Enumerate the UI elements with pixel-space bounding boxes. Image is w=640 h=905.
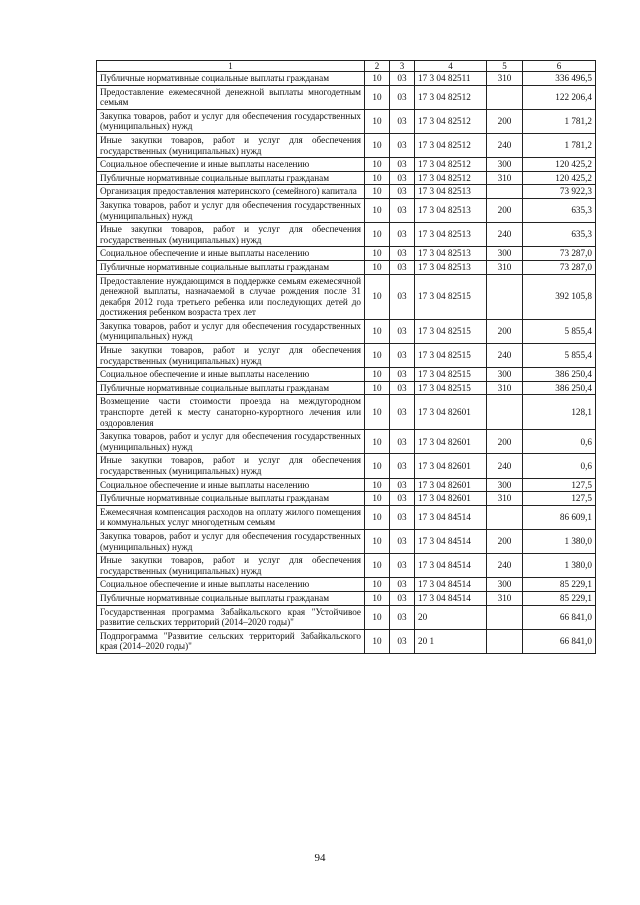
- row-subsection-cell: 03: [390, 478, 415, 492]
- row-target-code-cell: 17 3 04 82601: [415, 430, 487, 454]
- table-row: [97, 85, 596, 109]
- row-expense-type-cell: 200: [487, 430, 523, 454]
- table-body: [97, 72, 596, 654]
- row-name-cell: Публичные нормативные социальные выплаты гражданам: [97, 171, 365, 185]
- budget-table-container: [96, 60, 595, 654]
- table-row: [97, 247, 596, 261]
- row-amount-cell: 66 841,0: [523, 629, 596, 653]
- row-subsection-cell: 03: [390, 591, 415, 605]
- row-amount-cell: 1 380,0: [523, 529, 596, 553]
- row-subsection-cell: 03: [390, 85, 415, 109]
- header-col-2: 2: [365, 61, 390, 72]
- table-row: [97, 158, 596, 172]
- row-amount-cell: 127,5: [523, 492, 596, 506]
- row-name-cell: Подпрограмма "Развитие сельских территорий Забайкальского края (2014–2020 годы)": [97, 629, 365, 653]
- row-section-cell: 10: [365, 72, 390, 86]
- row-target-code-cell: 17 3 04 82513: [415, 185, 487, 199]
- row-section-cell: 10: [365, 529, 390, 553]
- table-row: [97, 492, 596, 506]
- row-expense-type-cell: [487, 629, 523, 653]
- table-header: [97, 61, 596, 72]
- table-row: [97, 109, 596, 133]
- table-row: [97, 260, 596, 274]
- row-section-cell: 10: [365, 247, 390, 261]
- row-subsection-cell: 03: [390, 368, 415, 382]
- row-expense-type-cell: 300: [487, 578, 523, 592]
- row-name-cell: Организация предоставления материнского (семейного) капитала: [97, 185, 365, 199]
- row-name-cell: Иные закупки товаров, работ и услуг для обеспечения государственных (муниципальных) нужд: [97, 223, 365, 247]
- row-amount-cell: 1 380,0: [523, 554, 596, 578]
- row-expense-type-cell: 310: [487, 591, 523, 605]
- row-target-code-cell: 17 3 04 84514: [415, 554, 487, 578]
- row-expense-type-cell: 300: [487, 247, 523, 261]
- row-amount-cell: 120 425,2: [523, 171, 596, 185]
- row-target-code-cell: 17 3 04 82601: [415, 492, 487, 506]
- row-target-code-cell: 20: [415, 605, 487, 629]
- row-target-code-cell: 17 3 04 82512: [415, 85, 487, 109]
- row-target-code-cell: 17 3 04 84514: [415, 529, 487, 553]
- row-amount-cell: 73 922,3: [523, 185, 596, 199]
- row-expense-type-cell: 240: [487, 554, 523, 578]
- row-name-cell: Закупка товаров, работ и услуг для обеспечения государственных (муниципальных) нужд: [97, 319, 365, 343]
- table-row: [97, 381, 596, 395]
- header-col-3: 3: [390, 61, 415, 72]
- header-col-6: 6: [523, 61, 596, 72]
- row-name-cell: Государственная программа Забайкальского края "Устойчивое развитие сельских территорий (2014–2020 годы)": [97, 605, 365, 629]
- row-amount-cell: 73 287,0: [523, 247, 596, 261]
- row-section-cell: 10: [365, 185, 390, 199]
- row-name-cell: Закупка товаров, работ и услуг для обеспечения государственных (муниципальных) нужд: [97, 529, 365, 553]
- row-name-cell: Социальное обеспечение и иные выплаты населению: [97, 368, 365, 382]
- table-row: [97, 344, 596, 368]
- row-target-code-cell: 17 3 04 84514: [415, 505, 487, 529]
- row-section-cell: 10: [365, 198, 390, 222]
- row-section-cell: 10: [365, 629, 390, 653]
- row-target-code-cell: 17 3 04 82601: [415, 454, 487, 478]
- row-section-cell: 10: [365, 605, 390, 629]
- budget-table: [96, 60, 596, 654]
- row-expense-type-cell: [487, 605, 523, 629]
- row-section-cell: 10: [365, 454, 390, 478]
- row-amount-cell: 86 609,1: [523, 505, 596, 529]
- row-name-cell: Социальное обеспечение и иные выплаты населению: [97, 247, 365, 261]
- row-section-cell: 10: [365, 578, 390, 592]
- table-row: [97, 605, 596, 629]
- row-name-cell: Возмещение части стоимости проезда на междугородном транспорте детей к месту санаторно-курортного лечения или оздоровления: [97, 395, 365, 430]
- row-amount-cell: 1 781,2: [523, 109, 596, 133]
- table-row: [97, 171, 596, 185]
- row-target-code-cell: 17 3 04 82515: [415, 344, 487, 368]
- header-col-1: 1: [97, 61, 365, 72]
- row-section-cell: 10: [365, 109, 390, 133]
- row-target-code-cell: 17 3 04 82512: [415, 158, 487, 172]
- row-amount-cell: 5 855,4: [523, 344, 596, 368]
- row-target-code-cell: 17 3 04 82512: [415, 171, 487, 185]
- row-subsection-cell: 03: [390, 72, 415, 86]
- row-amount-cell: 336 496,5: [523, 72, 596, 86]
- row-expense-type-cell: 240: [487, 344, 523, 368]
- row-section-cell: 10: [365, 381, 390, 395]
- row-name-cell: Социальное обеспечение и иные выплаты населению: [97, 158, 365, 172]
- row-section-cell: 10: [365, 430, 390, 454]
- row-name-cell: Закупка товаров, работ и услуг для обеспечения государственных (муниципальных) нужд: [97, 198, 365, 222]
- row-amount-cell: 386 250,4: [523, 368, 596, 382]
- row-amount-cell: 0,6: [523, 454, 596, 478]
- row-subsection-cell: 03: [390, 171, 415, 185]
- row-subsection-cell: 03: [390, 274, 415, 319]
- row-target-code-cell: 17 3 04 82515: [415, 368, 487, 382]
- table-row: [97, 454, 596, 478]
- row-name-cell: Публичные нормативные социальные выплаты гражданам: [97, 381, 365, 395]
- table-row: [97, 198, 596, 222]
- row-section-cell: 10: [365, 344, 390, 368]
- row-expense-type-cell: [487, 185, 523, 199]
- row-subsection-cell: 03: [390, 109, 415, 133]
- row-amount-cell: 1 781,2: [523, 133, 596, 157]
- row-subsection-cell: 03: [390, 319, 415, 343]
- row-expense-type-cell: 310: [487, 492, 523, 506]
- row-expense-type-cell: 310: [487, 381, 523, 395]
- row-subsection-cell: 03: [390, 185, 415, 199]
- row-subsection-cell: 03: [390, 158, 415, 172]
- row-subsection-cell: 03: [390, 381, 415, 395]
- row-section-cell: 10: [365, 223, 390, 247]
- row-section-cell: 10: [365, 133, 390, 157]
- row-target-code-cell: 17 3 04 82513: [415, 260, 487, 274]
- row-expense-type-cell: [487, 85, 523, 109]
- row-section-cell: 10: [365, 478, 390, 492]
- row-amount-cell: 5 855,4: [523, 319, 596, 343]
- row-subsection-cell: 03: [390, 454, 415, 478]
- row-expense-type-cell: [487, 505, 523, 529]
- row-subsection-cell: 03: [390, 505, 415, 529]
- row-section-cell: 10: [365, 319, 390, 343]
- row-amount-cell: 0,6: [523, 430, 596, 454]
- row-section-cell: 10: [365, 368, 390, 382]
- table-row: [97, 395, 596, 430]
- row-amount-cell: 127,5: [523, 478, 596, 492]
- row-amount-cell: 635,3: [523, 198, 596, 222]
- row-expense-type-cell: [487, 395, 523, 430]
- table-row: [97, 368, 596, 382]
- table-row: [97, 505, 596, 529]
- row-subsection-cell: 03: [390, 629, 415, 653]
- row-target-code-cell: 17 3 04 82515: [415, 319, 487, 343]
- row-subsection-cell: 03: [390, 223, 415, 247]
- row-expense-type-cell: 240: [487, 133, 523, 157]
- row-subsection-cell: 03: [390, 247, 415, 261]
- row-subsection-cell: 03: [390, 198, 415, 222]
- row-subsection-cell: 03: [390, 492, 415, 506]
- row-section-cell: 10: [365, 260, 390, 274]
- table-row: [97, 430, 596, 454]
- row-target-code-cell: 17 3 04 82512: [415, 133, 487, 157]
- row-subsection-cell: 03: [390, 395, 415, 430]
- row-amount-cell: 73 287,0: [523, 260, 596, 274]
- row-target-code-cell: 17 3 04 82511: [415, 72, 487, 86]
- row-section-cell: 10: [365, 274, 390, 319]
- row-name-cell: Публичные нормативные социальные выплаты гражданам: [97, 492, 365, 506]
- row-name-cell: Публичные нормативные социальные выплаты гражданам: [97, 591, 365, 605]
- row-name-cell: Социальное обеспечение и иные выплаты населению: [97, 578, 365, 592]
- row-target-code-cell: 17 3 04 82513: [415, 223, 487, 247]
- row-amount-cell: 120 425,2: [523, 158, 596, 172]
- row-section-cell: 10: [365, 85, 390, 109]
- row-target-code-cell: 20 1: [415, 629, 487, 653]
- row-name-cell: Иные закупки товаров, работ и услуг для обеспечения государственных (муниципальных) нужд: [97, 454, 365, 478]
- row-name-cell: Иные закупки товаров, работ и услуг для обеспечения государственных (муниципальных) нужд: [97, 344, 365, 368]
- row-name-cell: Публичные нормативные социальные выплаты гражданам: [97, 72, 365, 86]
- table-row: [97, 133, 596, 157]
- row-name-cell: Публичные нормативные социальные выплаты гражданам: [97, 260, 365, 274]
- row-subsection-cell: 03: [390, 605, 415, 629]
- row-section-cell: 10: [365, 492, 390, 506]
- row-subsection-cell: 03: [390, 430, 415, 454]
- row-amount-cell: 66 841,0: [523, 605, 596, 629]
- row-expense-type-cell: 300: [487, 158, 523, 172]
- row-section-cell: 10: [365, 395, 390, 430]
- row-subsection-cell: 03: [390, 554, 415, 578]
- row-amount-cell: 85 229,1: [523, 578, 596, 592]
- row-name-cell: Закупка товаров, работ и услуг для обеспечения государственных (муниципальных) нужд: [97, 430, 365, 454]
- row-expense-type-cell: 310: [487, 171, 523, 185]
- table-row: [97, 223, 596, 247]
- row-amount-cell: 386 250,4: [523, 381, 596, 395]
- page-number: 94: [314, 852, 326, 864]
- table-row: [97, 72, 596, 86]
- row-subsection-cell: 03: [390, 578, 415, 592]
- table-row: [97, 629, 596, 653]
- row-section-cell: 10: [365, 554, 390, 578]
- row-expense-type-cell: 300: [487, 368, 523, 382]
- table-row: [97, 185, 596, 199]
- row-target-code-cell: 17 3 04 84514: [415, 591, 487, 605]
- row-expense-type-cell: 200: [487, 319, 523, 343]
- header-col-4: 4: [415, 61, 487, 72]
- row-target-code-cell: 17 3 04 82515: [415, 274, 487, 319]
- row-target-code-cell: 17 3 04 82512: [415, 109, 487, 133]
- table-row: [97, 578, 596, 592]
- table-row: [97, 274, 596, 319]
- row-amount-cell: 128,1: [523, 395, 596, 430]
- row-name-cell: Предоставление ежемесячной денежной выплаты многодетным семьям: [97, 85, 365, 109]
- row-target-code-cell: 17 3 04 82601: [415, 478, 487, 492]
- row-name-cell: Иные закупки товаров, работ и услуг для обеспечения государственных (муниципальных) нужд: [97, 133, 365, 157]
- row-amount-cell: 122 206,4: [523, 85, 596, 109]
- row-target-code-cell: 17 3 04 82513: [415, 198, 487, 222]
- row-name-cell: Предоставление нуждающимся в поддержке семьям ежемесячной денежной выплаты, назначаемой в случае рождения после 31 декабря 2012 года третьего ребенка или последующих детей до достижения ребенком возраста трех лет: [97, 274, 365, 319]
- row-subsection-cell: 03: [390, 133, 415, 157]
- row-name-cell: Социальное обеспечение и иные выплаты населению: [97, 478, 365, 492]
- row-amount-cell: 635,3: [523, 223, 596, 247]
- row-expense-type-cell: [487, 274, 523, 319]
- table-row: [97, 478, 596, 492]
- table-row: [97, 529, 596, 553]
- row-expense-type-cell: 310: [487, 72, 523, 86]
- row-amount-cell: 85 229,1: [523, 591, 596, 605]
- row-section-cell: 10: [365, 505, 390, 529]
- header-col-5: 5: [487, 61, 523, 72]
- table-row: [97, 591, 596, 605]
- row-section-cell: 10: [365, 171, 390, 185]
- row-expense-type-cell: 200: [487, 198, 523, 222]
- row-target-code-cell: 17 3 04 82515: [415, 381, 487, 395]
- row-expense-type-cell: 240: [487, 223, 523, 247]
- row-subsection-cell: 03: [390, 529, 415, 553]
- row-name-cell: Закупка товаров, работ и услуг для обеспечения государственных (муниципальных) нужд: [97, 109, 365, 133]
- row-expense-type-cell: 310: [487, 260, 523, 274]
- row-amount-cell: 392 105,8: [523, 274, 596, 319]
- row-section-cell: 10: [365, 158, 390, 172]
- row-name-cell: Иные закупки товаров, работ и услуг для обеспечения государственных (муниципальных) нужд: [97, 554, 365, 578]
- row-subsection-cell: 03: [390, 260, 415, 274]
- table-row: [97, 554, 596, 578]
- row-target-code-cell: 17 3 04 84514: [415, 578, 487, 592]
- header-row: [97, 61, 596, 72]
- row-section-cell: 10: [365, 591, 390, 605]
- row-expense-type-cell: 300: [487, 478, 523, 492]
- table-row: [97, 319, 596, 343]
- row-expense-type-cell: 240: [487, 454, 523, 478]
- row-target-code-cell: 17 3 04 82513: [415, 247, 487, 261]
- row-name-cell: Ежемесячная компенсация расходов на оплату жилого помещения и коммунальных услуг многодетным семьям: [97, 505, 365, 529]
- row-expense-type-cell: 200: [487, 109, 523, 133]
- row-expense-type-cell: 200: [487, 529, 523, 553]
- row-subsection-cell: 03: [390, 344, 415, 368]
- row-target-code-cell: 17 3 04 82601: [415, 395, 487, 430]
